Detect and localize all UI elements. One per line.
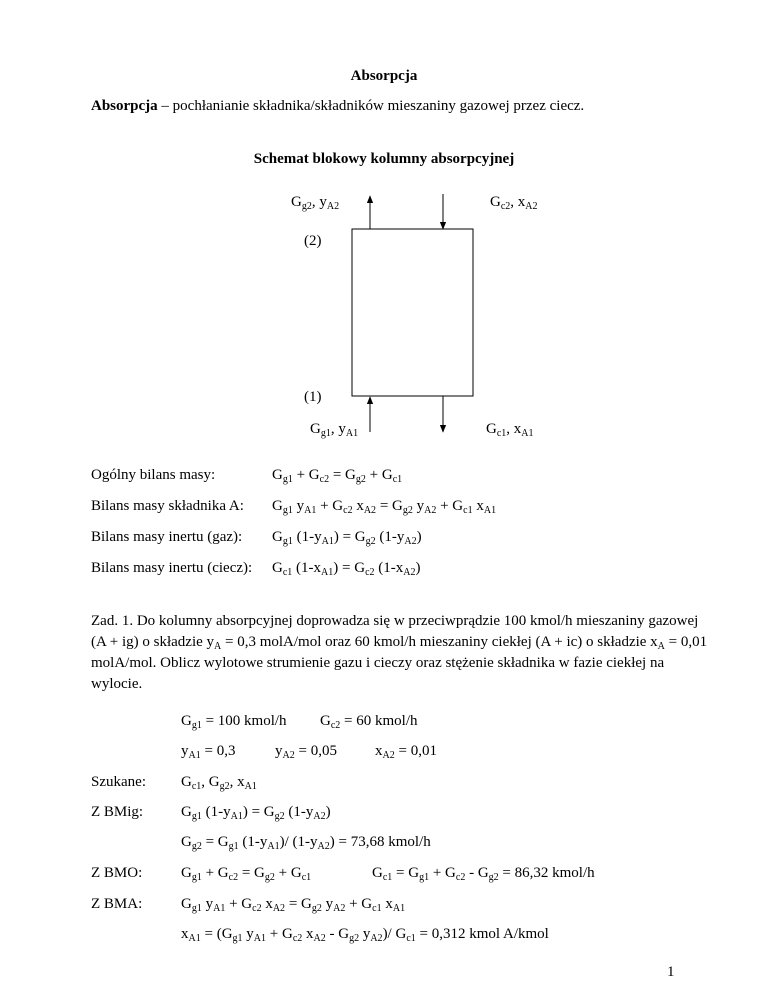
bmo-result: $G_{c1} = G_{g1} + G_{c2} - G_{g2} = 86,32$ kmol/h [372, 865, 595, 883]
page-title: Absorpcja [350, 68, 418, 84]
label-section-2: (2) [304, 233, 322, 249]
balance-eq-inert-liquid: $G_{c1}$ $(1-x_{A1}) = G_{c2}$ $(1-x_{A2})$ [272, 560, 421, 578]
balance-eq-inert-gas: $G_{g1}$ $(1-y_{A1}) = G_{g2}$ $(1-y_{A2})$ [272, 529, 422, 547]
task-line-1: Zad. 1. Do kolumny absorpcyjnej doprowadza się w przeciwprądzie 100 kmol/h mieszaniny gazowej [91, 613, 699, 629]
sought-value: $G_{c1}$, $G_{g2}$, $x_{A1}$ [181, 774, 257, 792]
schema-title: Schemat blokowy kolumny absorpcyjnej [253, 151, 515, 167]
label-gas-outlet: $G_{g2}$, $y_{A2}$ [291, 194, 340, 212]
balance-eq-component: $G_{g1}$ $y_{A1} + G_{c2}$ $x_{A2} = G_{g2}$ $y_{A2} + G_{c1}$ $x_{A1}$ [272, 498, 497, 516]
given-gc2: $G_{c2} = 60$ kmol/h [320, 713, 418, 731]
given-ya2: $y_{A2} = 0,05$ [275, 743, 337, 761]
balance-eq-overall: $G_{g1} + G_{c2} = G_{g2} + G_{c1}$ [272, 467, 403, 485]
page-number: 1 [667, 964, 675, 980]
given-gg1: $G_{g1} = 100$ kmol/h [181, 713, 287, 731]
bma-result: $x_{A1} = (G_{g1}$ $y_{A1} + G_{c2}$ $x_{A2} - G_{g2}$ $y_{A2})/$ $G_{c1} = 0,312$ kmol A/kmol [181, 926, 549, 944]
bmig-equation: $G_{g1}$ $(1-y_{A1}) = G_{g2}$ $(1-y_{A2})$ [181, 804, 331, 822]
task-line-3: molA/mol. Oblicz wylotowe strumienie gazu i cieczy oraz stężenie składnika w fazie ciekłej na [91, 655, 665, 671]
given-xa2: $x_{A2} = 0,01$ [375, 743, 437, 761]
task-line-2: (A + ig) o składzie $y_A = 0,3$ molA/mol oraz 60 kmol/h mieszaniny ciekłej (A + ic) o składzie $x_A = 0,01$ [91, 634, 708, 652]
given-ya1: $y_{A1} = 0,3$ [181, 743, 236, 761]
bmo-equation: $G_{g1} + G_{c2} = G_{g2} + G_{c1}$ [181, 865, 312, 883]
label-liquid-inlet: $G_{c2}$, $x_{A2}$ [490, 194, 538, 212]
label-gas-inlet: $G_{g1}$, $y_{A1}$ [310, 421, 359, 439]
task-line-4: wylocie. [91, 676, 143, 692]
balance-label-inert-liquid: Bilans masy inertu (ciecz): [91, 560, 253, 576]
label-section-1: (1) [304, 389, 322, 405]
balance-label-overall: Ogólny bilans masy: [91, 467, 216, 483]
balance-label-component: Bilans masy składnika A: [91, 498, 244, 514]
sought-label: Szukane: [91, 774, 146, 790]
column-box [352, 229, 473, 396]
balance-label-inert-gas: Bilans masy inertu (gaz): [91, 529, 243, 545]
bmo-label: Z BMO: [91, 865, 143, 881]
bmig-result: $G_{g2} = G_{g1}$ $(1-y_{A1})/$ $(1-y_{A2}) = 73,68$ kmol/h [181, 834, 431, 852]
bma-equation: $G_{g1}$ $y_{A1} + G_{c2}$ $x_{A2} = G_{g2}$ $y_{A2} + G_{c1}$ $x_{A1}$ [181, 896, 406, 914]
definition-term: Absorpcja [91, 98, 158, 114]
bmig-label: Z BMig: [91, 804, 144, 820]
bma-label: Z BMA: [91, 896, 143, 912]
definition-text: – pochłanianie składnika/składników mieszaniny gazowej przez ciecz. [157, 98, 585, 114]
label-liquid-outlet: $G_{c1}$, $x_{A1}$ [486, 421, 534, 439]
